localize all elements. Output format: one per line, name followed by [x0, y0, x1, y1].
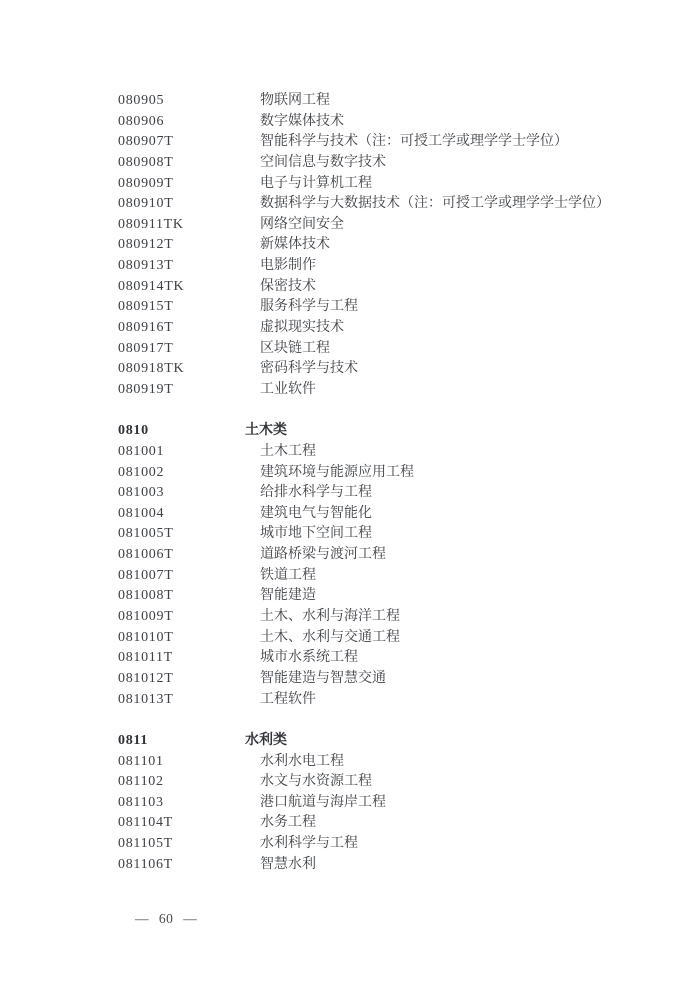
major-name: 水利水电工程 [260, 753, 344, 769]
major-code: 080916T [118, 320, 174, 336]
major-row [0, 772, 700, 793]
major-row [0, 318, 700, 339]
major-code: 081106T [118, 856, 173, 872]
major-name: 服务科学与工程 [260, 299, 358, 315]
major-row [0, 256, 700, 277]
major-code: 081103 [118, 794, 164, 810]
major-row [0, 132, 700, 153]
major-row [0, 504, 700, 525]
major-code: 081013T [118, 691, 174, 707]
major-name: 保密技术 [260, 278, 316, 294]
major-row [0, 669, 700, 690]
major-code: 081003 [118, 485, 165, 501]
major-row [0, 690, 700, 711]
major-row [0, 112, 700, 133]
major-name: 城市地下空间工程 [260, 526, 372, 542]
category-code: 0810 [118, 423, 149, 439]
major-code: 081004 [118, 505, 165, 521]
major-row [0, 834, 700, 855]
major-code: 080919T [118, 381, 174, 397]
major-row [0, 586, 700, 607]
major-row [0, 648, 700, 669]
major-name: 空间信息与数字技术 [260, 154, 386, 170]
major-name: 虚拟现实技术 [260, 320, 344, 336]
major-code: 081105T [118, 836, 173, 852]
major-code: 081012T [118, 670, 174, 686]
page-number: 60 [158, 911, 174, 926]
category-row [0, 421, 700, 442]
major-name: 数字媒体技术 [260, 113, 344, 129]
major-code: 081007T [118, 567, 174, 583]
major-name: 给排水科学与工程 [260, 485, 372, 501]
major-row [0, 297, 700, 318]
major-name: 网络空间安全 [260, 216, 344, 232]
major-name: 智慧水利 [260, 856, 316, 872]
major-row [0, 380, 700, 401]
major-row [0, 813, 700, 834]
footer-left-dash: — [135, 911, 149, 926]
major-name: 区块链工程 [260, 340, 330, 356]
major-name: 智能科学与技术（注：可授工学或理学学士学位） [260, 134, 568, 150]
major-name: 物联网工程 [260, 93, 330, 108]
major-name: 电子与计算机工程 [260, 175, 372, 191]
major-row [0, 339, 700, 360]
major-name: 智能建造 [260, 588, 316, 604]
major-code: 080905 [118, 93, 165, 108]
major-code: 081006T [118, 547, 174, 563]
catalog-content [0, 91, 700, 875]
major-name: 港口航道与海岸工程 [260, 794, 386, 810]
major-row [0, 277, 700, 298]
major-code: 080913T [118, 258, 174, 274]
major-code: 081009T [118, 609, 174, 625]
major-code: 081008T [118, 588, 174, 604]
major-name: 智能建造与智慧交通 [260, 670, 386, 686]
major-code: 080908T [118, 154, 174, 170]
major-code: 081005T [118, 526, 174, 542]
major-row [0, 483, 700, 504]
major-row [0, 566, 700, 587]
major-name: 建筑环境与能源应用工程 [260, 464, 414, 480]
major-code: 080915T [118, 299, 174, 315]
major-name: 建筑电气与智能化 [260, 505, 372, 521]
major-code: 081010T [118, 629, 174, 645]
major-name: 工程软件 [260, 691, 316, 707]
major-code: 080914TK [118, 278, 185, 294]
major-code: 080910T [118, 196, 174, 212]
major-code: 081002 [118, 464, 165, 480]
major-name: 土木、水利与交通工程 [260, 629, 400, 645]
major-row [0, 174, 700, 195]
major-row [0, 194, 700, 215]
major-row [0, 855, 700, 876]
major-row [0, 359, 700, 380]
major-row [0, 442, 700, 463]
major-code: 080918TK [118, 361, 185, 377]
category-name: 水利类 [245, 732, 287, 748]
major-name: 水文与水资源工程 [260, 774, 372, 790]
major-code: 080907T [118, 134, 174, 150]
major-name: 土木工程 [260, 443, 316, 459]
major-row [0, 793, 700, 814]
major-code: 080909T [118, 175, 174, 191]
major-row [0, 91, 700, 112]
category-name: 土木类 [245, 423, 287, 439]
major-name: 工业软件 [260, 381, 316, 397]
page-footer [135, 911, 197, 927]
major-name: 道路桥梁与渡河工程 [260, 547, 386, 563]
major-code: 081102 [118, 774, 164, 790]
footer-right-dash: — [183, 911, 198, 926]
major-name: 数据科学与大数据技术（注：可授工学或理学学士学位） [260, 196, 610, 212]
major-code: 080917T [118, 340, 174, 356]
category-row [0, 731, 700, 752]
category-code: 0811 [118, 732, 149, 748]
major-code: 080911TK [118, 216, 184, 232]
major-row [0, 752, 700, 773]
major-code: 081104T [118, 815, 173, 831]
major-name: 新媒体技术 [260, 237, 330, 253]
major-code: 081011T [118, 650, 173, 666]
major-row [0, 628, 700, 649]
major-code: 081101 [118, 753, 164, 769]
major-name: 水利科学与工程 [260, 836, 358, 852]
major-row [0, 235, 700, 256]
major-row [0, 153, 700, 174]
major-row [0, 607, 700, 628]
major-name: 铁道工程 [260, 567, 316, 583]
major-code: 080906 [118, 113, 165, 129]
major-row [0, 215, 700, 236]
major-name: 水务工程 [260, 815, 316, 831]
major-name: 城市水系统工程 [260, 650, 358, 666]
major-name: 密码科学与技术 [260, 361, 358, 377]
major-row [0, 463, 700, 484]
major-name: 土木、水利与海洋工程 [260, 609, 400, 625]
major-code: 080912T [118, 237, 174, 253]
major-row [0, 524, 700, 545]
major-row [0, 545, 700, 566]
major-name: 电影制作 [260, 258, 316, 274]
major-code: 081001 [118, 443, 165, 459]
